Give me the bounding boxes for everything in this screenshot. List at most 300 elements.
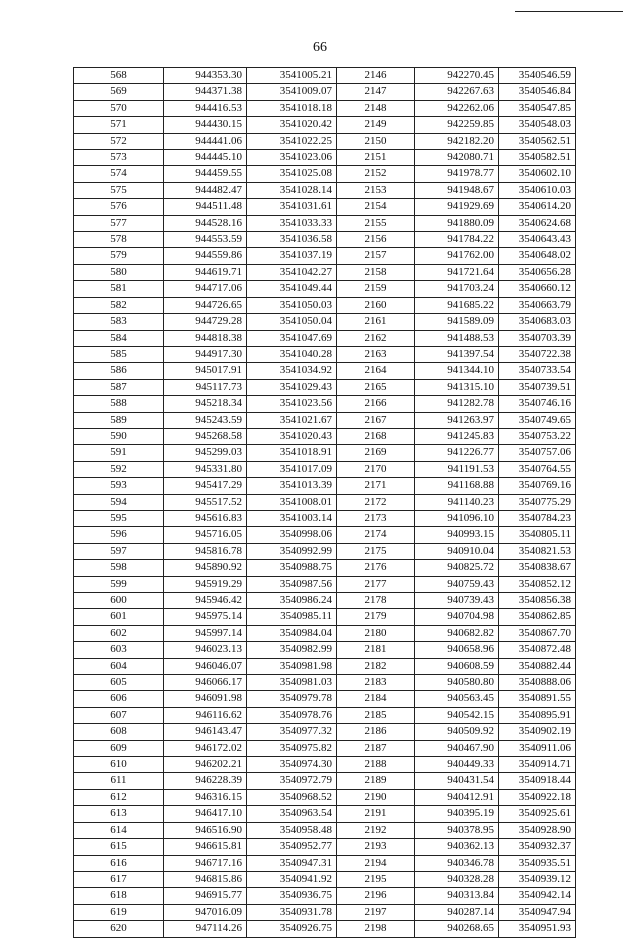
table-cell: 940563.45 <box>415 691 499 707</box>
table-cell: 3541023.56 <box>247 396 337 412</box>
table-cell: 944726.65 <box>164 297 247 313</box>
table-cell: 3540582.51 <box>499 150 576 166</box>
table-cell: 945017.91 <box>164 363 247 379</box>
table-cell: 3541021.67 <box>247 412 337 428</box>
table-cell: 3540805.11 <box>499 527 576 543</box>
table-cell: 2162 <box>337 330 415 346</box>
table-cell: 570 <box>74 100 164 116</box>
table-cell: 3540867.70 <box>499 625 576 641</box>
table-cell: 944619.71 <box>164 264 247 280</box>
table-cell: 940412.91 <box>415 789 499 805</box>
table-cell: 941703.24 <box>415 281 499 297</box>
table-cell: 3540546.84 <box>499 84 576 100</box>
table-cell: 3540988.75 <box>247 560 337 576</box>
table-cell: 3541023.06 <box>247 150 337 166</box>
table-cell: 3541013.39 <box>247 478 337 494</box>
table-cell: 3540757.06 <box>499 445 576 461</box>
table-row <box>74 117 576 133</box>
table-row <box>74 707 576 723</box>
table-cell: 946615.81 <box>164 839 247 855</box>
table-cell: 944717.06 <box>164 281 247 297</box>
table-cell: 614 <box>74 822 164 838</box>
table-cell: 3541042.27 <box>247 264 337 280</box>
table-cell: 942182.20 <box>415 133 499 149</box>
table-cell: 3540977.32 <box>247 724 337 740</box>
table-cell: 3540932.37 <box>499 839 576 855</box>
table-cell: 2154 <box>337 199 415 215</box>
table-row <box>74 609 576 625</box>
table-cell: 3540998.06 <box>247 527 337 543</box>
table-cell: 601 <box>74 609 164 625</box>
table-cell: 941880.09 <box>415 215 499 231</box>
table-cell: 3540992.99 <box>247 543 337 559</box>
table-cell: 620 <box>74 921 164 937</box>
table-cell: 945816.78 <box>164 543 247 559</box>
table-cell: 3540753.22 <box>499 428 576 444</box>
table-cell: 599 <box>74 576 164 592</box>
table-cell: 587 <box>74 379 164 395</box>
table-cell: 941282.78 <box>415 396 499 412</box>
table-cell: 605 <box>74 675 164 691</box>
table-row <box>74 855 576 871</box>
table-cell: 579 <box>74 248 164 264</box>
table-cell: 946066.17 <box>164 675 247 691</box>
table-cell: 596 <box>74 527 164 543</box>
table-cell: 941315.10 <box>415 379 499 395</box>
table-cell: 944917.30 <box>164 346 247 362</box>
table-cell: 568 <box>74 68 164 84</box>
table-cell: 3540856.38 <box>499 593 576 609</box>
table-cell: 946815.86 <box>164 871 247 887</box>
table-row <box>74 445 576 461</box>
table-cell: 940449.33 <box>415 757 499 773</box>
table-cell: 3541008.01 <box>247 494 337 510</box>
table-cell: 3540972.79 <box>247 773 337 789</box>
table-cell: 947016.09 <box>164 904 247 920</box>
page-number: 66 <box>313 40 327 55</box>
table-cell: 2180 <box>337 625 415 641</box>
table-cell: 946091.98 <box>164 691 247 707</box>
table-row <box>74 412 576 428</box>
table-cell: 3540985.11 <box>247 609 337 625</box>
table-cell: 3541029.43 <box>247 379 337 395</box>
table-cell: 613 <box>74 806 164 822</box>
table-cell: 940467.90 <box>415 740 499 756</box>
table-cell: 2146 <box>337 68 415 84</box>
table-cell: 577 <box>74 215 164 231</box>
table-cell: 940328.28 <box>415 871 499 887</box>
table-cell: 595 <box>74 510 164 526</box>
table-cell: 941397.54 <box>415 346 499 362</box>
table-cell: 3540984.04 <box>247 625 337 641</box>
table-cell: 2177 <box>337 576 415 592</box>
table-cell: 2158 <box>337 264 415 280</box>
table-row <box>74 379 576 395</box>
table-cell: 942270.45 <box>415 68 499 84</box>
table-cell: 945517.52 <box>164 494 247 510</box>
table-cell: 2182 <box>337 658 415 674</box>
table-cell: 2157 <box>337 248 415 264</box>
table-cell: 944818.38 <box>164 330 247 346</box>
table-cell: 944729.28 <box>164 314 247 330</box>
table-row <box>74 232 576 248</box>
table-cell: 3540986.24 <box>247 593 337 609</box>
table-cell: 3540602.10 <box>499 166 576 182</box>
table-cell: 942259.85 <box>415 117 499 133</box>
table-cell: 942267.63 <box>415 84 499 100</box>
table-cell: 3540963.54 <box>247 806 337 822</box>
table-cell: 944559.86 <box>164 248 247 264</box>
table-cell: 941096.10 <box>415 510 499 526</box>
table-cell: 3541028.14 <box>247 182 337 198</box>
table-cell: 940608.59 <box>415 658 499 674</box>
table-cell: 946915.77 <box>164 888 247 904</box>
table-cell: 941929.69 <box>415 199 499 215</box>
table-row <box>74 806 576 822</box>
table-row <box>74 593 576 609</box>
table-row <box>74 625 576 641</box>
table-cell: 3540660.12 <box>499 281 576 297</box>
table-cell: 2164 <box>337 363 415 379</box>
table-cell: 940993.15 <box>415 527 499 543</box>
table-cell: 2196 <box>337 888 415 904</box>
table-cell: 945331.80 <box>164 461 247 477</box>
table-cell: 944441.06 <box>164 133 247 149</box>
table-cell: 945117.73 <box>164 379 247 395</box>
table-cell: 2187 <box>337 740 415 756</box>
table-row <box>74 888 576 904</box>
table-cell: 3541050.04 <box>247 314 337 330</box>
table-cell: 3541025.08 <box>247 166 337 182</box>
table-cell: 581 <box>74 281 164 297</box>
table-cell: 607 <box>74 707 164 723</box>
table-cell: 3541003.14 <box>247 510 337 526</box>
table-row <box>74 642 576 658</box>
table-cell: 3540562.51 <box>499 133 576 149</box>
table-cell: 3540982.99 <box>247 642 337 658</box>
table-cell: 3541005.21 <box>247 68 337 84</box>
table-cell: 940268.65 <box>415 921 499 937</box>
table-cell: 941589.09 <box>415 314 499 330</box>
table-cell: 2195 <box>337 871 415 887</box>
table-cell: 2186 <box>337 724 415 740</box>
table-cell: 2173 <box>337 510 415 526</box>
table-cell: 944482.47 <box>164 182 247 198</box>
table-cell: 3540958.48 <box>247 822 337 838</box>
table-cell: 3540888.06 <box>499 675 576 691</box>
table-cell: 597 <box>74 543 164 559</box>
table-cell: 2148 <box>337 100 415 116</box>
table-cell: 606 <box>74 691 164 707</box>
table-cell: 573 <box>74 150 164 166</box>
table-cell: 3540914.71 <box>499 757 576 773</box>
table-cell: 3540891.55 <box>499 691 576 707</box>
table-cell: 3540925.61 <box>499 806 576 822</box>
table-cell: 584 <box>74 330 164 346</box>
table-row <box>74 166 576 182</box>
table-cell: 941721.64 <box>415 264 499 280</box>
table-cell: 940509.92 <box>415 724 499 740</box>
table-cell: 946143.47 <box>164 724 247 740</box>
table-cell: 940739.43 <box>415 593 499 609</box>
table-row <box>74 675 576 691</box>
table-cell: 940682.82 <box>415 625 499 641</box>
table-cell: 3540968.52 <box>247 789 337 805</box>
table-cell: 946228.39 <box>164 773 247 789</box>
table-cell: 2152 <box>337 166 415 182</box>
table-cell: 2184 <box>337 691 415 707</box>
table-cell: 941191.53 <box>415 461 499 477</box>
table-cell: 2188 <box>337 757 415 773</box>
table-cell: 609 <box>74 740 164 756</box>
table-cell: 574 <box>74 166 164 182</box>
table-cell: 944459.55 <box>164 166 247 182</box>
table-cell: 946202.21 <box>164 757 247 773</box>
table-cell: 945890.92 <box>164 560 247 576</box>
table-cell: 2183 <box>337 675 415 691</box>
table-cell: 576 <box>74 199 164 215</box>
table-cell: 3541049.44 <box>247 281 337 297</box>
table-cell: 2160 <box>337 297 415 313</box>
table-row <box>74 822 576 838</box>
table-cell: 2150 <box>337 133 415 149</box>
table-cell: 945919.29 <box>164 576 247 592</box>
table-row <box>74 773 576 789</box>
table-cell: 611 <box>74 773 164 789</box>
table-row <box>74 560 576 576</box>
table-cell: 3540838.67 <box>499 560 576 576</box>
table-row <box>74 133 576 149</box>
table-cell: 944353.30 <box>164 68 247 84</box>
table-cell: 942262.06 <box>415 100 499 116</box>
table-cell: 2194 <box>337 855 415 871</box>
table-row <box>74 921 576 937</box>
table-cell: 2161 <box>337 314 415 330</box>
table-row <box>74 724 576 740</box>
table-cell: 3540703.39 <box>499 330 576 346</box>
table-row <box>74 199 576 215</box>
table-cell: 941263.97 <box>415 412 499 428</box>
table-cell: 3540784.23 <box>499 510 576 526</box>
table-cell: 571 <box>74 117 164 133</box>
table-cell: 3540872.48 <box>499 642 576 658</box>
table-cell: 586 <box>74 363 164 379</box>
table-cell: 598 <box>74 560 164 576</box>
table-cell: 940287.14 <box>415 904 499 920</box>
table-cell: 3540981.98 <box>247 658 337 674</box>
table-row <box>74 182 576 198</box>
table-cell: 3541009.07 <box>247 84 337 100</box>
table-cell: 3540610.03 <box>499 182 576 198</box>
table-cell: 945997.14 <box>164 625 247 641</box>
table-row <box>74 691 576 707</box>
table-row <box>74 314 576 330</box>
table-cell: 3540749.65 <box>499 412 576 428</box>
table-cell: 588 <box>74 396 164 412</box>
table-cell: 945299.03 <box>164 445 247 461</box>
table-cell: 946172.02 <box>164 740 247 756</box>
table-cell: 2191 <box>337 806 415 822</box>
table-cell: 946046.07 <box>164 658 247 674</box>
table-cell: 944430.15 <box>164 117 247 133</box>
table-cell: 941784.22 <box>415 232 499 248</box>
table-cell: 3540821.53 <box>499 543 576 559</box>
table-cell: 940362.13 <box>415 839 499 855</box>
table-cell: 585 <box>74 346 164 362</box>
table-body <box>74 68 576 938</box>
table-cell: 619 <box>74 904 164 920</box>
table-cell: 3540942.14 <box>499 888 576 904</box>
table-cell: 3540902.19 <box>499 724 576 740</box>
table-cell: 2147 <box>337 84 415 100</box>
table-cell: 946417.10 <box>164 806 247 822</box>
top-rule <box>515 11 623 12</box>
table-cell: 941685.22 <box>415 297 499 313</box>
table-cell: 944553.59 <box>164 232 247 248</box>
table-cell: 591 <box>74 445 164 461</box>
table-row <box>74 363 576 379</box>
table-cell: 944371.38 <box>164 84 247 100</box>
table-cell: 3540926.75 <box>247 921 337 937</box>
table-cell: 615 <box>74 839 164 855</box>
table-cell: 618 <box>74 888 164 904</box>
table-cell: 940431.54 <box>415 773 499 789</box>
coordinates-table <box>73 67 576 938</box>
table-cell: 3540979.78 <box>247 691 337 707</box>
table-cell: 2156 <box>337 232 415 248</box>
table-cell: 3541033.33 <box>247 215 337 231</box>
table-row <box>74 428 576 444</box>
table-cell: 2181 <box>337 642 415 658</box>
table-cell: 2167 <box>337 412 415 428</box>
table-cell: 940313.84 <box>415 888 499 904</box>
table-cell: 583 <box>74 314 164 330</box>
table-cell: 945975.14 <box>164 609 247 625</box>
table-cell: 940580.80 <box>415 675 499 691</box>
table-cell: 3540952.77 <box>247 839 337 855</box>
table-cell: 569 <box>74 84 164 100</box>
table-row <box>74 543 576 559</box>
table-row <box>74 150 576 166</box>
table-row <box>74 84 576 100</box>
table-cell: 2169 <box>337 445 415 461</box>
table-cell: 3541018.18 <box>247 100 337 116</box>
table-cell: 3540911.06 <box>499 740 576 756</box>
table-cell: 3540546.59 <box>499 68 576 84</box>
table-cell: 2151 <box>337 150 415 166</box>
table-cell: 582 <box>74 297 164 313</box>
table-row <box>74 904 576 920</box>
table-cell: 2179 <box>337 609 415 625</box>
table-cell: 3540775.29 <box>499 494 576 510</box>
table-cell: 946023.13 <box>164 642 247 658</box>
table-cell: 3541022.25 <box>247 133 337 149</box>
table-cell: 941978.77 <box>415 166 499 182</box>
table-cell: 3540987.56 <box>247 576 337 592</box>
table-cell: 2192 <box>337 822 415 838</box>
table-cell: 3540978.76 <box>247 707 337 723</box>
table-cell: 3540746.16 <box>499 396 576 412</box>
table-cell: 940395.19 <box>415 806 499 822</box>
table-cell: 3540895.91 <box>499 707 576 723</box>
table-cell: 3540947.31 <box>247 855 337 871</box>
table-cell: 2170 <box>337 461 415 477</box>
table-row <box>74 871 576 887</box>
table-cell: 592 <box>74 461 164 477</box>
table-cell: 2153 <box>337 182 415 198</box>
table-cell: 604 <box>74 658 164 674</box>
table-cell: 2166 <box>337 396 415 412</box>
table-cell: 3540931.78 <box>247 904 337 920</box>
table-cell: 3540981.03 <box>247 675 337 691</box>
table-cell: 3540764.55 <box>499 461 576 477</box>
table-cell: 572 <box>74 133 164 149</box>
table-cell: 3540936.75 <box>247 888 337 904</box>
table-cell: 612 <box>74 789 164 805</box>
table-cell: 3540722.38 <box>499 346 576 362</box>
table-row <box>74 281 576 297</box>
table-cell: 3540862.85 <box>499 609 576 625</box>
table-cell: 940378.95 <box>415 822 499 838</box>
table-cell: 3541031.61 <box>247 199 337 215</box>
table-cell: 3540614.20 <box>499 199 576 215</box>
table-cell: 3540947.94 <box>499 904 576 920</box>
table-cell: 3540624.68 <box>499 215 576 231</box>
table-row <box>74 658 576 674</box>
table-cell: 2163 <box>337 346 415 362</box>
table-cell: 2198 <box>337 921 415 937</box>
table-cell: 3540974.30 <box>247 757 337 773</box>
table-cell: 945218.34 <box>164 396 247 412</box>
table-cell: 940910.04 <box>415 543 499 559</box>
table-cell: 617 <box>74 871 164 887</box>
table-cell: 940658.96 <box>415 642 499 658</box>
table-cell: 946717.16 <box>164 855 247 871</box>
table-row <box>74 100 576 116</box>
table-cell: 941226.77 <box>415 445 499 461</box>
table-cell: 3541034.92 <box>247 363 337 379</box>
table-row <box>74 461 576 477</box>
table-cell: 603 <box>74 642 164 658</box>
table-cell: 3540648.02 <box>499 248 576 264</box>
table-cell: 3540918.44 <box>499 773 576 789</box>
table-cell: 3540739.51 <box>499 379 576 395</box>
table-cell: 2159 <box>337 281 415 297</box>
table-row <box>74 248 576 264</box>
table-cell: 2174 <box>337 527 415 543</box>
table-cell: 3541040.28 <box>247 346 337 362</box>
table-row <box>74 757 576 773</box>
table-row <box>74 330 576 346</box>
table-cell: 3540935.51 <box>499 855 576 871</box>
table-cell: 2155 <box>337 215 415 231</box>
table-cell: 2149 <box>337 117 415 133</box>
table-cell: 3540663.79 <box>499 297 576 313</box>
table-cell: 3540656.28 <box>499 264 576 280</box>
table-cell: 941245.83 <box>415 428 499 444</box>
table-row <box>74 789 576 805</box>
table-row <box>74 510 576 526</box>
table-cell: 941168.88 <box>415 478 499 494</box>
table-cell: 3540733.54 <box>499 363 576 379</box>
table-cell: 3540548.03 <box>499 117 576 133</box>
table-cell: 946516.90 <box>164 822 247 838</box>
table-cell: 594 <box>74 494 164 510</box>
table-cell: 3540683.03 <box>499 314 576 330</box>
table-cell: 944511.48 <box>164 199 247 215</box>
table-cell: 600 <box>74 593 164 609</box>
table-row <box>74 68 576 84</box>
